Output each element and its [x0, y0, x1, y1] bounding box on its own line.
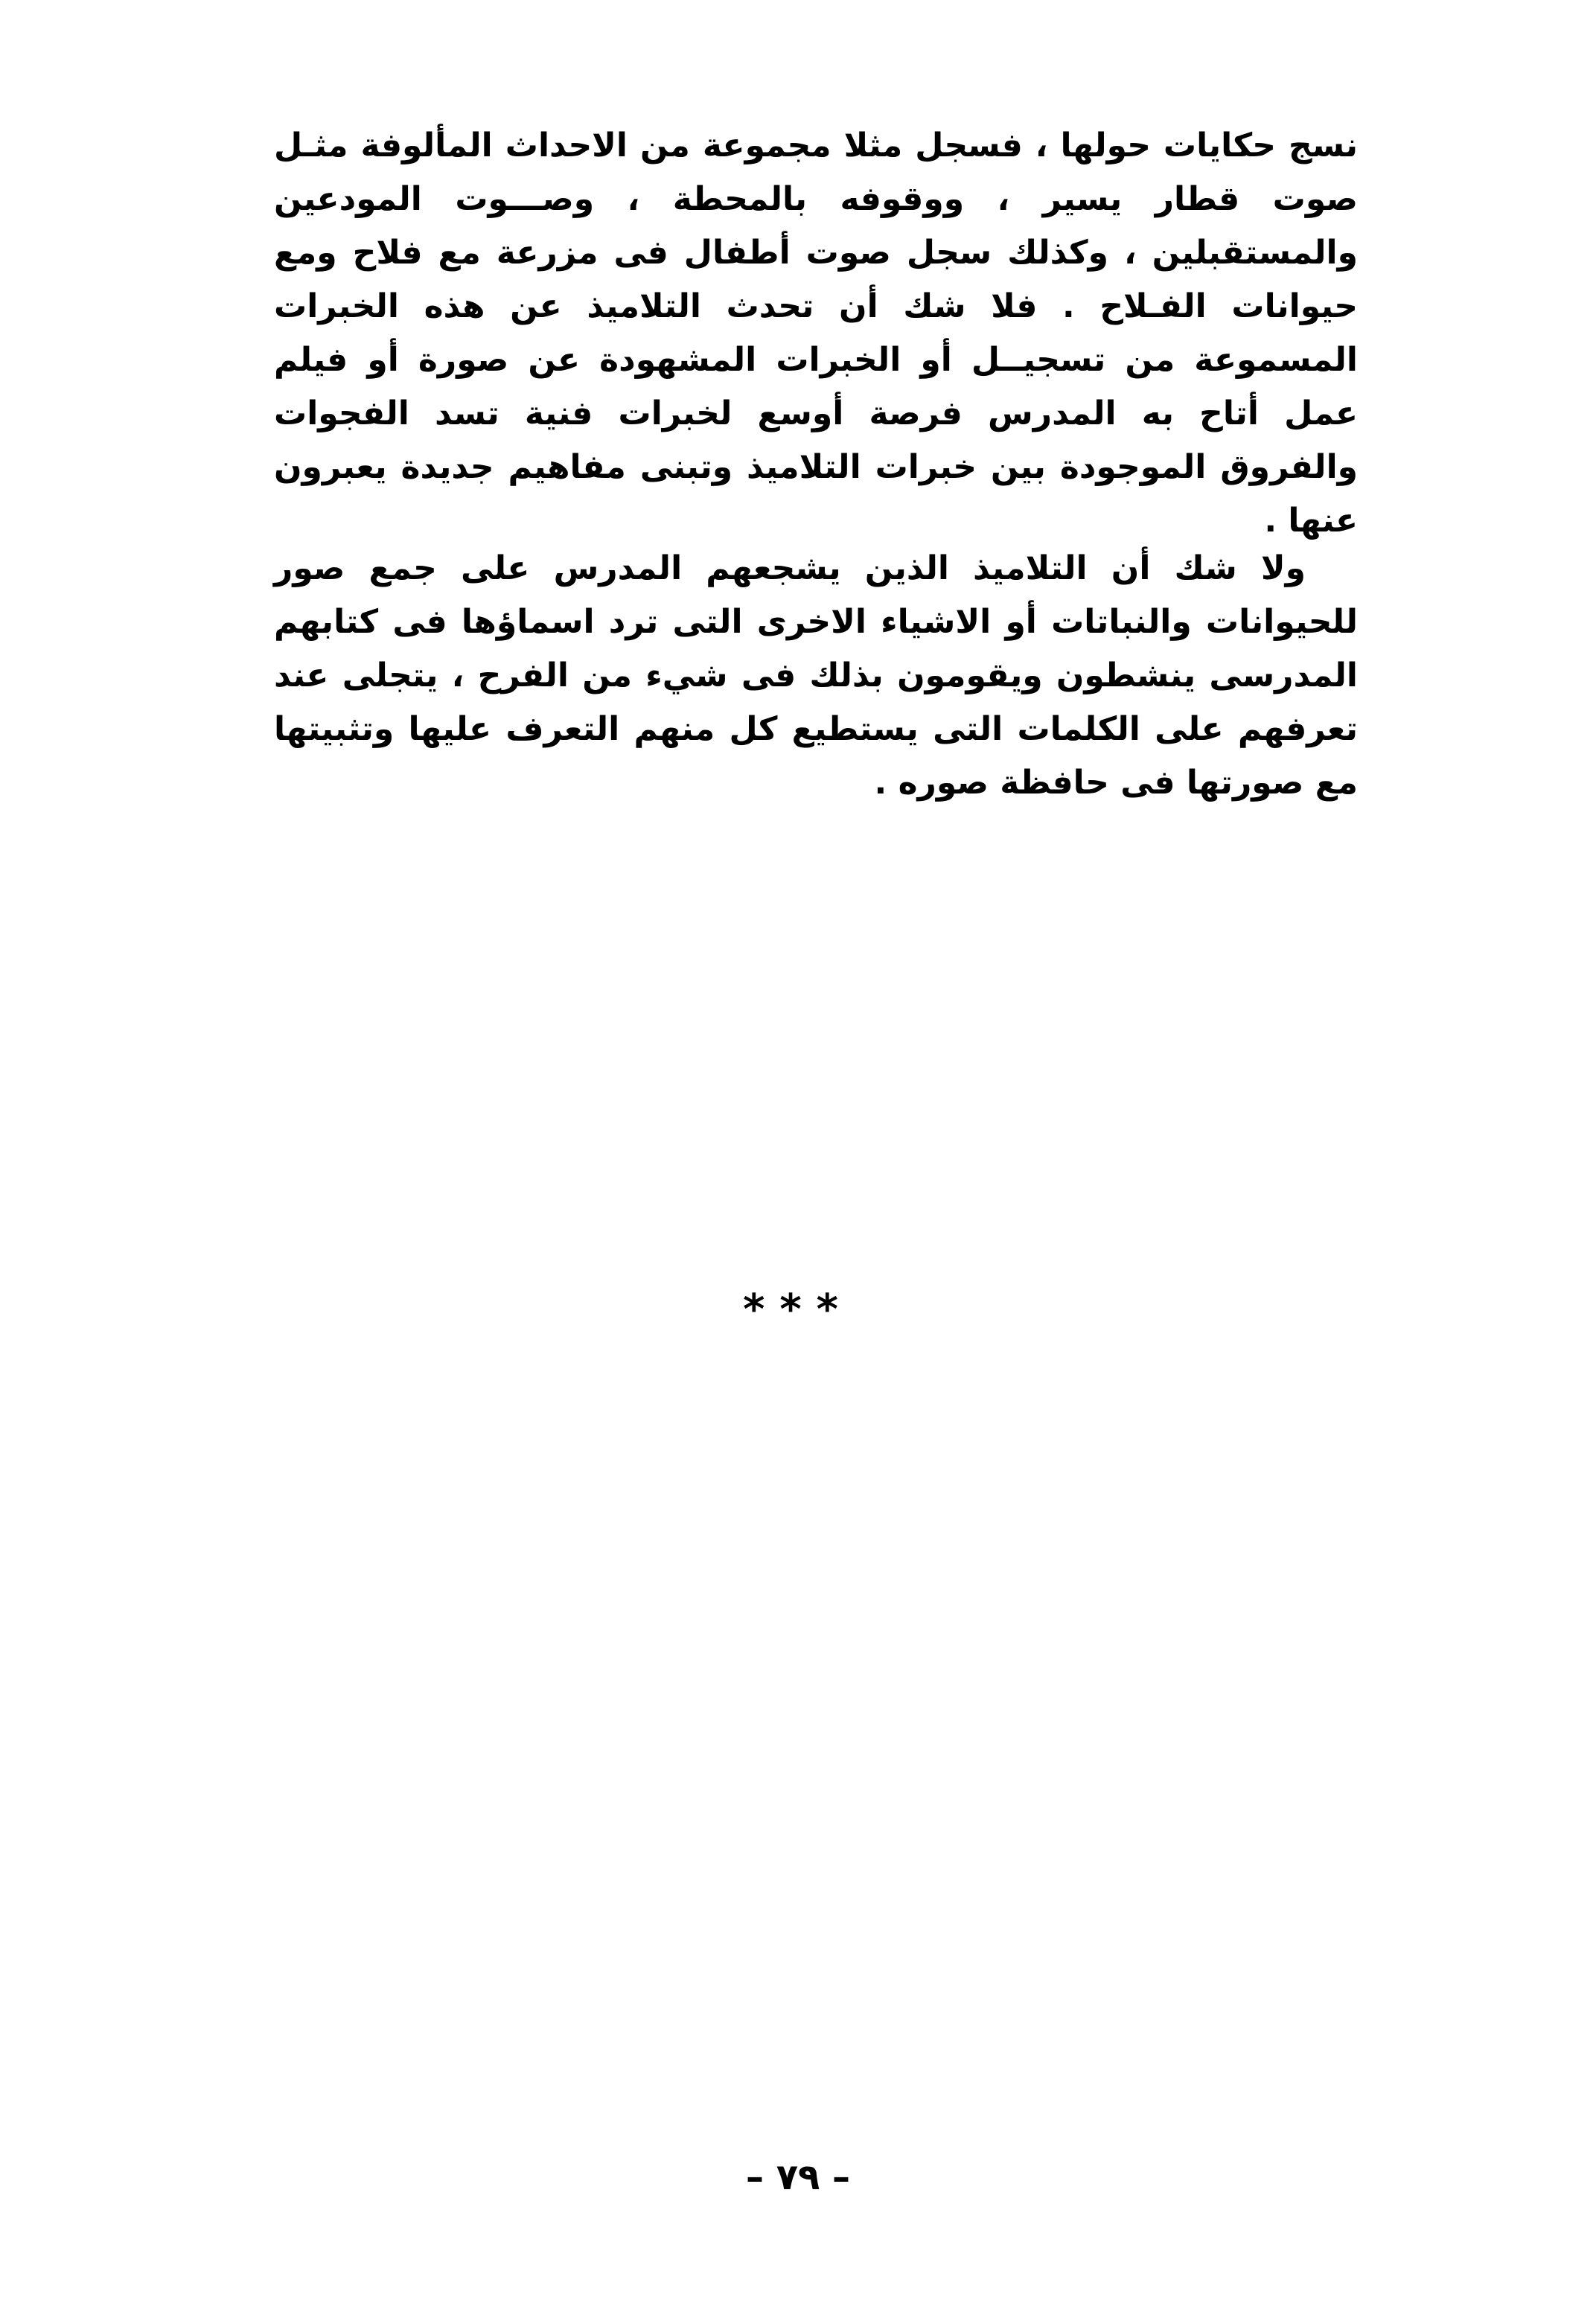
paragraph-2-text: ولا شك أن التلاميذ الذين يشجعهم المدرس على جمع صور للحيوانات والنباتات أو الاشياء الاخرى التى ترد اسماؤها فى كتابهم المدرسى ينشطون ويقومون بذلك فى شيء من الفرح ، يتجلى عند تعرفهم على الكلمات التى يستطيع كل منهم التعرف عليها وتثبيتها مع صورتها فى حافظة صوره . — [274, 549, 1358, 802]
paragraph-2 — [274, 542, 1358, 810]
section-separator: *** — [743, 1286, 853, 1334]
page-number: – ٧٩ – — [745, 2156, 851, 2198]
paragraph-1-text: نسج حكايات حولها ، فسجل مثلا مجموعة من الاحداث المألوفة مثـل صوت قطار يسير ، ووقوفه بالمحطة ، وصـــوت المودعين والمستقبلين ، وكذلك سجل صوت أطفال فى مزرعة مع فلاح ومع حيوانات الفـلاح . فلا شك أن تحدث التلاميذ عن هذه الخبرات المسموعة من تسجيــل أو الخبرات المشهودة عن صورة أو فيلم عمل أتاح به المدرس فرصة أوسع لخبرات فنية تسد الفجوات والفروق الموجودة بين خبرات التلاميذ وتبنى مفاهيم جديدة يعبرون عنها . — [274, 127, 1358, 540]
paragraph-1 — [274, 119, 1358, 548]
